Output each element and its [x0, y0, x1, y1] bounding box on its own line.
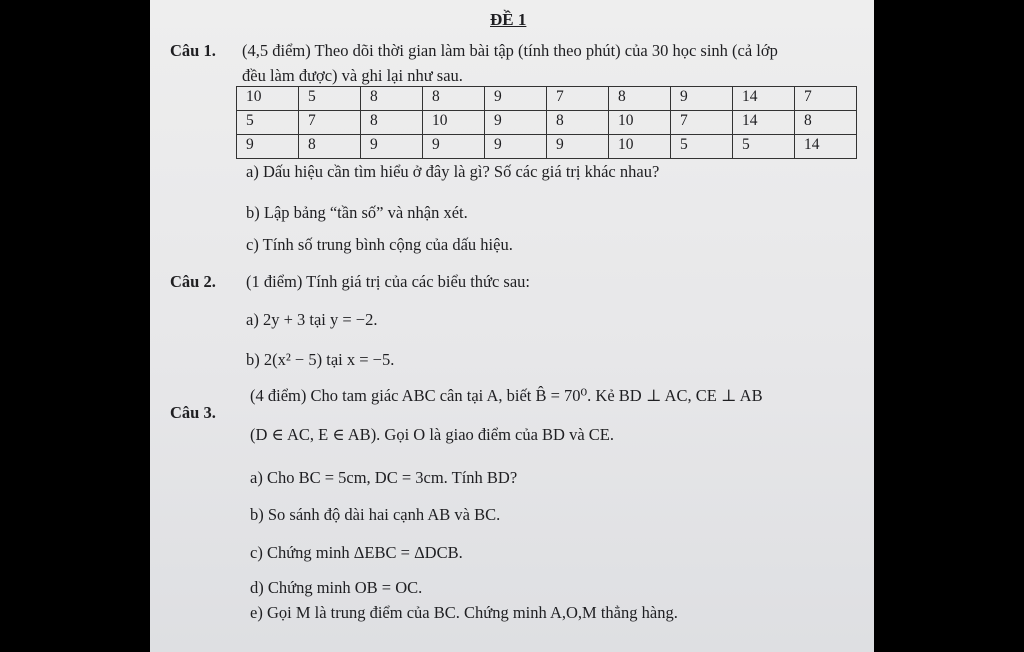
- question-2-part-b: b) 2(x² − 5) tại x = −5.: [246, 350, 395, 369]
- table-cell: 9: [237, 135, 299, 159]
- table-cell: 5: [237, 111, 299, 135]
- table-cell: 7: [547, 87, 609, 111]
- table-cell: 9: [485, 111, 547, 135]
- question-2-label: Câu 2.: [170, 272, 216, 291]
- question-3-part-c: c) Chứng minh ΔEBC = ΔDCB.: [250, 543, 463, 562]
- question-3-label: Câu 3.: [170, 403, 216, 422]
- question-3-part-b: b) So sánh độ dài hai cạnh AB và BC.: [250, 505, 501, 524]
- table-cell: 14: [733, 111, 795, 135]
- table-cell: 7: [671, 111, 733, 135]
- table-cell: 9: [485, 135, 547, 159]
- table-cell: 7: [795, 87, 857, 111]
- table-row: [237, 135, 857, 159]
- table-cell: 9: [547, 135, 609, 159]
- table-cell: 8: [361, 111, 423, 135]
- table-cell: 9: [361, 135, 423, 159]
- question-3-part-a: a) Cho BC = 5cm, DC = 3cm. Tính BD?: [250, 468, 518, 487]
- table-cell: 9: [423, 135, 485, 159]
- question-3-text-line1: (4 điểm) Cho tam giác ABC cân tại A, biết B̂ = 70⁰. Kẻ BD ⊥ AC, CE ⊥ AB: [250, 386, 763, 405]
- table-cell: 8: [609, 87, 671, 111]
- table-cell: 9: [671, 87, 733, 111]
- table-cell: 5: [671, 135, 733, 159]
- question-3-part-d: d) Chứng minh OB = OC.: [250, 578, 423, 597]
- table-cell: 14: [733, 87, 795, 111]
- table-cell: 8: [547, 111, 609, 135]
- table-cell: 8: [361, 87, 423, 111]
- table-cell: 10: [423, 111, 485, 135]
- table-cell: 8: [795, 111, 857, 135]
- table-cell: 10: [609, 135, 671, 159]
- question-3-text-line2: (D ∈ AC, E ∈ AB). Gọi O là giao điểm của BD và CE.: [250, 425, 615, 444]
- question-1-part-c: c) Tính số trung bình cộng của dấu hiệu.: [246, 235, 513, 254]
- question-1-text-line1: (4,5 điểm) Theo dõi thời gian làm bài tập (tính theo phút) của 30 học sinh (cả lớp: [242, 41, 778, 60]
- table-cell: 14: [795, 135, 857, 159]
- exam-paper: [150, 0, 874, 652]
- table-cell: 9: [485, 87, 547, 111]
- question-3-part-e: e) Gọi M là trung điểm của BC. Chứng minh A,O,M thẳng hàng.: [250, 603, 678, 622]
- table-cell: 8: [423, 87, 485, 111]
- table-cell: 8: [299, 135, 361, 159]
- question-1-label: Câu 1.: [170, 41, 216, 60]
- table-row: [237, 87, 857, 111]
- question-1-text-line2: đều làm được) và ghi lại như sau.: [242, 66, 463, 85]
- question-1-part-b: b) Lập bảng “tần số” và nhận xét.: [246, 203, 468, 222]
- table-cell: 10: [237, 87, 299, 111]
- question-1-part-a: a) Dấu hiệu cần tìm hiểu ở đây là gì? Số các giá trị khác nhau?: [246, 162, 660, 181]
- table-cell: 10: [609, 111, 671, 135]
- question-2-text: (1 điểm) Tính giá trị của các biểu thức sau:: [246, 272, 530, 291]
- table-cell: 7: [299, 111, 361, 135]
- table-cell: 5: [299, 87, 361, 111]
- question-2-part-a: a) 2y + 3 tại y = −2.: [246, 310, 378, 329]
- table-row: [237, 111, 857, 135]
- page-title: ĐỀ 1: [490, 10, 527, 29]
- data-table: [236, 86, 857, 159]
- table-cell: 5: [733, 135, 795, 159]
